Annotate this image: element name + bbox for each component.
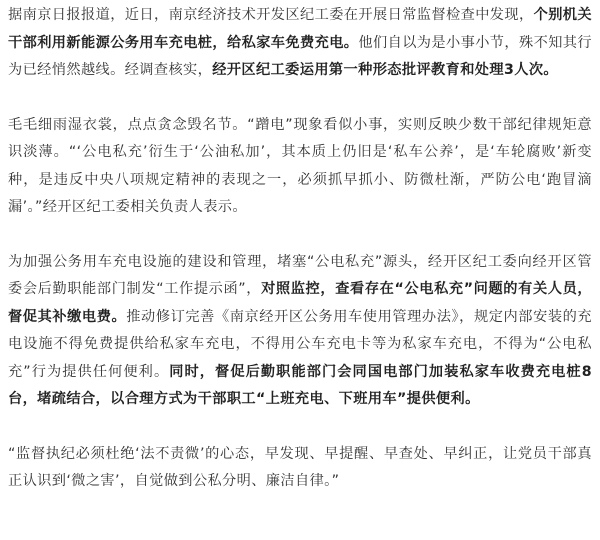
paragraph-closing-quote (8, 441, 592, 496)
measures-intro-text: 为加强公务用车充电设施的建设和管理，堵塞“公电私充”源头，经开区纪工委向经开区管委会后勤职能部门制发“工作提示函”， (8, 253, 592, 297)
paragraph-measures (8, 249, 592, 414)
measures-chargers-bold: 同时，督促后勤职能部门会同国电部门加装私家车收费充电桩8台，堵疏结合，以合理方式为干部职工“上班充电、下班用车”提供便利。 (8, 363, 592, 407)
report-intro-text: 据南京日报报道，近日，南京经济技术开发区纪工委在开展日常监督检查中发现， (8, 7, 534, 23)
report-context-text: 他们自以为是小事小节，殊不知其行为已经悄然越线。经调查核实， (8, 34, 592, 78)
measures-regulation-text: 推动修订完善《南京经开区公务用车使用管理办法》，规定内部安装的充电设施不得免费提供给私家车充电，不得用公车充电卡等为私家车充电，不得为“公电私充”行为提供任何便利。 (8, 308, 593, 380)
report-outcome-bold: 经开区纪工委运用第一种形态批评教育和处理3人次。 (212, 62, 559, 78)
closing-quote-text: “监督执纪必须杜绝‘法不责微’的心态，早发现、早提醒、早查处、早纠正，让党员干部真正认识到‘微之害’，自觉做到公私分明、廉洁自律。” (8, 445, 592, 489)
report-finding-bold: 个别机关干部利用新能源公务用车充电桩，给私家车免费充电。 (8, 7, 592, 51)
measures-monitoring-bold: 对照监控，查看存在“公电私充”问题的有关人员，督促其补缴电费。 (8, 281, 592, 325)
paragraph-report (8, 2, 592, 85)
commentary-text: 毛毛细雨湿衣裳，点点贪念毁名节。“蹭电”现象看似小事，实则反映少数干部纪律规矩意识淡薄。“‘公电私充’衍生于‘公油私加’，其本质上仍旧是‘私车公养’，是‘车轮腐败’新变种，是违反中央八项规定精神的表现之一，必须抓早抓小、防微杜渐，严防公电‘跑冒滴漏’。”经开区纪工委相关负责人表示。 (8, 116, 592, 215)
paragraph-commentary (8, 112, 592, 222)
